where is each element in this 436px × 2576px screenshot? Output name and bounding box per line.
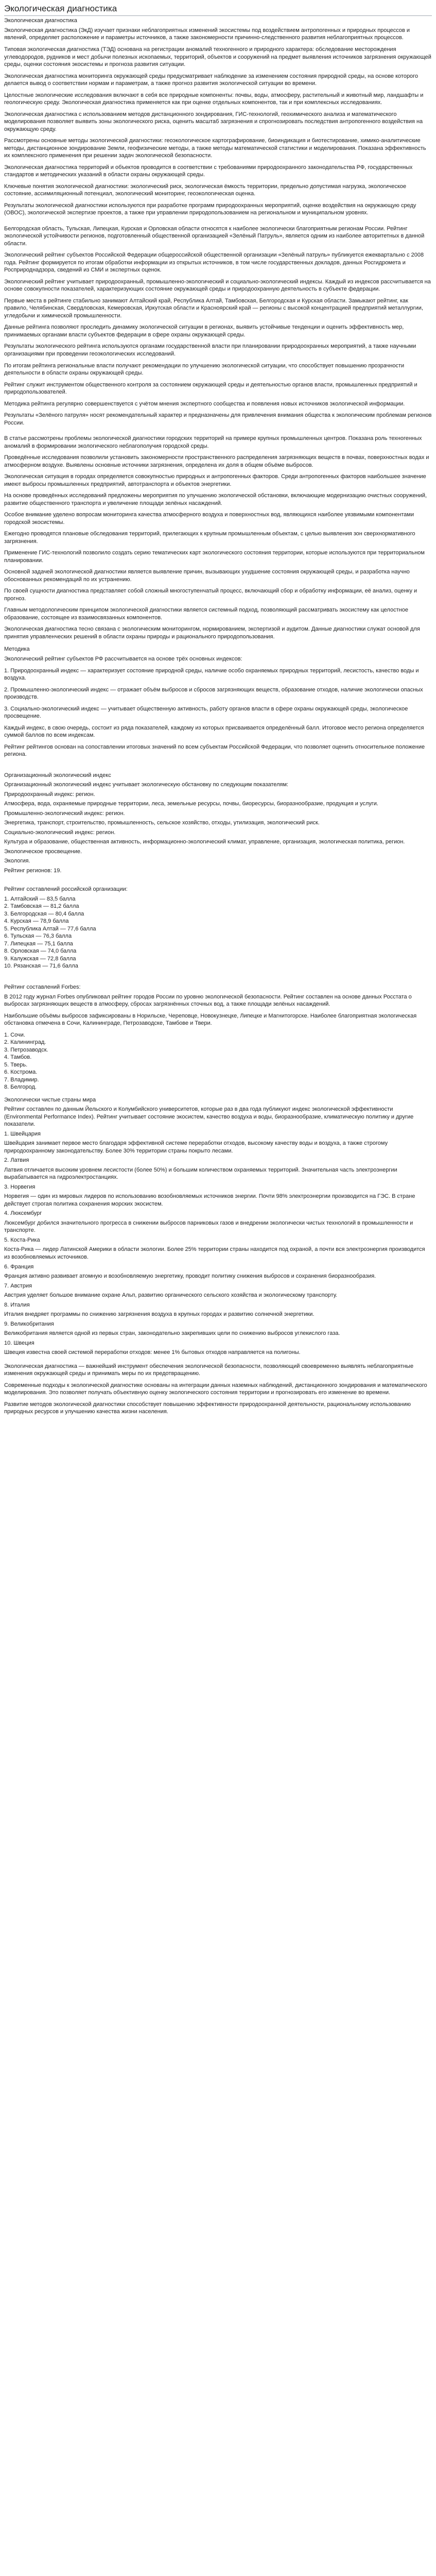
paragraph: Рейтинг составлен по данным Йельского и Колумбийского университетов, которые раз в два года публикуют индекс экологической эффективности (Environmental Performance Index). Рейтинг учитывает состояние экосистем, качество воздуха и воды, биоразнообразие, климатическую политику и другие показатели. bbox=[4, 1106, 414, 1128]
list-item: 2. Калининград. bbox=[4, 1039, 46, 1046]
list-item: 10. Рязанская — 71,6 балла bbox=[4, 963, 78, 970]
countries-section bbox=[4, 1106, 432, 1356]
indicators-section bbox=[4, 781, 432, 874]
paragraph: Социально-экологический индекс: регион. bbox=[4, 829, 116, 836]
paragraph: Результаты экологического рейтинга используются органами государственной власти при планировании природоохранных мероприятий, а также научными организациями при проведении геоэкологических исследований. bbox=[4, 343, 416, 357]
list-item: 9. Калужская — 72,8 балла bbox=[4, 955, 76, 962]
ratings-section bbox=[4, 225, 432, 427]
paragraph: Типовая экологическая диагностика (ТЭД) основана на регистрации аномалий техногенного и природного характера: обследование месторождения углеводородов, рудников и мест добычи полезных ископаемых, территорий, объектов и сооружений на предмет выявления источников загрязнения окружающей среды, оценки состояния экосистемы и прогноза развития ситуации. bbox=[4, 46, 431, 68]
list-item: 6. Тульская — 76,3 балла bbox=[4, 933, 72, 940]
forbes-section bbox=[4, 993, 432, 1027]
paragraph: Экологическая диагностика мониторинга окружающей среды предусматривает наблюдение за изменением состояния природной среды, на основе которого делается вывод о соответствии нормам и параметрам, а также прогноз развития экологической ситуации во времени. bbox=[4, 73, 418, 87]
list-item: 1. Сочи. bbox=[4, 1031, 25, 1038]
paragraph: Методика рейтинга регулярно совершенствуется с учётом мнения экспертного сообщества и появления новых источников экологической информации. bbox=[4, 400, 405, 407]
paragraph: Норвегия — один из мировых лидеров по использованию возобновляемых источников энергии. Почти 98% электроэнергии производится на ГЭС. В стране действует строгая политика сохранения морских экосистем. bbox=[4, 1193, 415, 1207]
paragraph: Экологическая ситуация в городах определяется совокупностью природных и антропогенных факторов. Среди антропогенных факторов наибольшее значение имеют выбросы промышленных предприятий, автотранспорта и объектов энергетики. bbox=[4, 473, 426, 487]
conclusion-section bbox=[4, 1363, 432, 1416]
paragraph: Главным методологическим принципом экологической диагностики является системный подход, позволяющий рассматривать экосистему как целостное образование, состоящее из взаимосвязанных компонентов. bbox=[4, 607, 408, 621]
paragraph: Экологический рейтинг учитывает природоохранный, промышленно-экологический и социально-экологический индексы. Каждый из индексов рассчитывается на основе совокупности показателей, характеризующих состояние окружающей среды и природоохранную деятельность в субъекте федерации. bbox=[4, 278, 431, 293]
paragraph: Применение ГИС-технологий позволило создать серию тематических карт экологического состояния территории, которые используются при территориальном планировании. bbox=[4, 550, 425, 564]
paragraph: Швейцария занимает первое место благодаря эффективной системе переработки отходов, высокому качеству воды и воздуха, а также строгому природоохранному законодательству. Более 30% территории страны покрыто лесами. bbox=[4, 1140, 388, 1154]
list-item: 8. Белгород. bbox=[4, 1084, 37, 1091]
list-item: 4. Курская — 78,9 балла bbox=[4, 918, 69, 925]
theory-section bbox=[4, 568, 432, 640]
paragraph: Особое внимание уделено вопросам мониторинга качества атмосферного воздуха и поверхностных вод, являющихся наиболее уязвимыми компонентами городской экосистемы. bbox=[4, 512, 414, 526]
paragraph: Организационный экологический индекс учитывает экологическую обстановку по следующим показателям: bbox=[4, 782, 289, 788]
paragraph: 2. Промышленно-экологический индекс — отражает объём выбросов и сбросов загрязняющих веществ, образование отходов, наличие экологически опасных производств. bbox=[4, 686, 423, 701]
list-item: 4. Тамбов. bbox=[4, 1054, 32, 1061]
list-item: 8. Орловская — 74,0 балла bbox=[4, 948, 77, 955]
paragraph: Австрия уделяет большое внимание охране Альп, развитию органического сельского хозяйства и экологическому транспорту. bbox=[4, 1292, 338, 1299]
paragraph: Первые места в рейтинге стабильно занимают Алтайский край, Республика Алтай, Тамбовская, Белгородская и Курская области. Замыкают рейтинг, как правило, Челябинская, Свердловская, Кемеровская, Иркутская области и Красноярский край — регионы с высокой концентрацией предприятий металлургии, угледобычи и химической промышленности. bbox=[4, 297, 423, 319]
paragraph: Энергетика, транспорт, строительство, промышленность, сельское хозяйство, отходы, утилизация, экологический риск. bbox=[4, 820, 320, 826]
list-item: 5. Республика Алтай — 77,6 балла bbox=[4, 925, 96, 932]
section-heading-ranking: Рейтинг составлений российской организации: bbox=[4, 886, 128, 893]
page-title: Экологическая диагностика bbox=[4, 3, 432, 16]
country-heading: 10. Швеция bbox=[4, 1340, 34, 1346]
country-heading: 5. Коста-Рика bbox=[4, 1236, 40, 1243]
paragraph: По итогам рейтинга региональные власти получают рекомендации по улучшению экологической ситуации, что способствует повышению прозрачности деятельности в области охраны окружающей среды. bbox=[4, 362, 405, 377]
country-heading: 7. Австрия bbox=[4, 1282, 32, 1289]
country-heading: 6. Франция bbox=[4, 1263, 34, 1270]
paragraph: Развитие методов экологической диагностики способствует повышению эффективности природоохранной деятельности, рациональному использованию природных ресурсов и улучшению качества жизни населения. bbox=[4, 1401, 411, 1415]
paragraph: Каждый индекс, в свою очередь, состоит из ряда показателей, каждому из которых присваивается определённый балл. Итоговое место региона определяется суммой баллов по всем индексам. bbox=[4, 724, 424, 739]
list-item: 7. Владимир. bbox=[4, 1076, 39, 1083]
paragraph: В 2012 году журнал Forbes опубликовал рейтинг городов России по уровню экологической безопасности. Рейтинг составлен на основе данных Росстата о выбросах загрязняющих веществ в атмосферу, сбросах загрязнённых сточных вод, а также площади зелёных насаждений. bbox=[4, 993, 412, 1008]
list-item: 1. Алтайский — 83,5 балла bbox=[4, 895, 76, 902]
paragraph: Великобритания является одной из первых стран, законодательно закрепивших цели по снижению выбросов углекислого газа. bbox=[4, 1330, 340, 1337]
list-item: 2. Тамбовская — 81,2 балла bbox=[4, 903, 79, 910]
paragraph: Основной задачей экологической диагностики является выявление причин, вызывающих ухудшение состояния окружающей среды, и разработка научно обоснованных рекомендаций по их устранению. bbox=[4, 569, 410, 583]
paragraph: Коста-Рика — лидер Латинской Америки в области экологии. Более 25% территории страны находится под охраной, а почти вся электроэнергия производится из возобновляемых источников. bbox=[4, 1246, 425, 1260]
section-heading-indicators: Организационный экологический индекс bbox=[4, 772, 111, 778]
paragraph: Целостные экологические исследования включают в себя все природные компоненты: почвы, воды, атмосферу, растительный и животный мир, ландшафты и геологическую среду. Экологическая диагностика применяется как при оценке отдельных компонентов, так и при комплексных исследованиях. bbox=[4, 92, 424, 106]
intro-section bbox=[4, 27, 432, 217]
paragraph: Современные подходы к экологической диагностике основаны на интеграции данных наземных наблюдений, дистанционного зондирования и математического моделирования. Это позволяет получать объективную оценку экологического состояния территории и прогнозировать его изменение во времени. bbox=[4, 1382, 427, 1396]
paragraph: 3. Социально-экологический индекс — учитывает общественную активность, работу органов власти в сфере охраны окружающей среды, экологическое просвещение. bbox=[4, 705, 408, 720]
paragraph: Экологическая диагностика территорий и объектов проводится в соответствии с требованиями природоохранного законодательства РФ, государственных стандартов и методических указаний в области охраны окружающей среды. bbox=[4, 164, 413, 178]
paragraph: Рейтинг регионов: 19. bbox=[4, 867, 62, 874]
paragraph: Люксембург добился значительного прогресса в снижении выбросов парниковых газов и внедрении экологически чистых технологий в промышленности и транспорте. bbox=[4, 1219, 413, 1234]
paragraph: Экологическая диагностика — важнейший инструмент обеспечения экологической безопасности, позволяющий своевременно выявлять неблагоприятные изменения окружающей среды и принимать меры по их предотвращению. bbox=[4, 1363, 414, 1377]
country-heading: 4. Люксембург bbox=[4, 1210, 42, 1217]
ranking-list bbox=[4, 895, 432, 970]
section-heading-forbes: Рейтинг составлений Forbes: bbox=[4, 984, 81, 990]
page-subtitle: Экологическая диагностика bbox=[4, 18, 77, 24]
list-item: 3. Петрозаводск. bbox=[4, 1046, 48, 1053]
list-item: 3. Белгородская — 80,4 балла bbox=[4, 910, 84, 917]
paragraph: Проведённые исследования позволили установить закономерности пространственного распределения загрязняющих веществ в почвах, поверхностных водах и атмосферном воздухе. Выявлены основные источники загрязнения, определена их доля в общем объёме выбросов. bbox=[4, 454, 429, 468]
paragraph: В статье рассмотрены проблемы экологической диагностики городских территорий на примере крупных промышленных центров. Показана роль техногенных аномалий в формировании экологического неблагополучия городской среды. bbox=[4, 435, 422, 449]
paragraph: Швеция известна своей системой переработки отходов: менее 1% бытовых отходов направляется на полигоны. bbox=[4, 1349, 301, 1356]
paragraph: Промышленно-экологический индекс: регион. bbox=[4, 810, 125, 817]
section-heading-methods: Методика bbox=[4, 646, 30, 653]
country-heading: 3. Норвегия bbox=[4, 1183, 36, 1190]
paragraph: Латвия отличается высоким уровнем лесистости (более 50%) и большим количеством охраняемых территорий. Значительная часть электроэнергии вырабатывается на гидроэлектростанциях. bbox=[4, 1166, 397, 1181]
methods-section bbox=[4, 655, 432, 758]
paragraph: Белгородская область, Тульская, Липецкая, Курская и Орловская области относятся к наиболее экологически благоприятным регионам России. Рейтинг экологической устойчивости регионов, подготовленный общественной организацией «Зелёный Патруль», является одним из наиболее авторитетных в данной области. bbox=[4, 225, 425, 247]
paragraph: Экология. bbox=[4, 858, 30, 865]
paragraph: Экологическое просвещение. bbox=[4, 848, 82, 855]
paragraph: Результаты «Зелёного патруля» носят рекомендательный характер и предназначены для привлечения внимания общества к экологическим проблемам регионов России. bbox=[4, 412, 432, 426]
list-item: 7. Липецкая — 75,1 балла bbox=[4, 940, 73, 947]
country-heading: 2. Латвия bbox=[4, 1157, 29, 1164]
country-heading: 9. Великобритания bbox=[4, 1320, 54, 1327]
paragraph: Атмосфера, вода, охраняемые природные территории, леса, земельные ресурсы, почвы, биоресурсы, биоразнообразие, продукция и услуги. bbox=[4, 801, 378, 807]
paragraph: Природоохранный индекс: регион. bbox=[4, 791, 95, 798]
urban-section bbox=[4, 435, 432, 564]
paragraph: Экологическая диагностика с использованием методов дистанционного зондирования, ГИС-технологий, геохимического анализа и математического моделирования позволяет выявить зоны экологического риска, оценить масштаб загрязнения и спрогнозировать последствия антропогенного воздействия на окружающую среду. bbox=[4, 111, 423, 132]
paragraph: Франция активно развивает атомную и возобновляемую энергетику, проводит политику снижения выбросов и сохранения биоразнообразия. bbox=[4, 1273, 376, 1280]
paragraph: 1. Природоохранный индекс — характеризует состояние природной среды, наличие особо охраняемых природных территорий, лесистость, качество воды и воздуха. bbox=[4, 667, 419, 682]
paragraph: Ключевые понятия экологической диагностики: экологический риск, экологическая ёмкость территории, предельно допустимая нагрузка, экологическое состояние, ассимиляционный потенциал, экологический мониторинг, геоэкологическая оценка. bbox=[4, 183, 407, 197]
paragraph: Рейтинг служит инструментом общественного контроля за состоянием окружающей среды и деятельностью органов власти, промышленных предприятий и природопользователей. bbox=[4, 381, 417, 396]
paragraph: Данные рейтинга позволяют проследить динамику экологической ситуации в регионах, выявить устойчивые тенденции и оценить эффективность мер, принимаемых органами власти субъектов федерации в сфере охраны окружающей среды. bbox=[4, 324, 404, 338]
paragraph: Экологический рейтинг субъектов Российской Федерации общероссийской общественной организации «Зелёный патруль» публикуется ежеквартально с 2008 года. Рейтинг формируется по итогам обработки информации из открытых источников, в том числе государственных докладов, данных Росгидромета и Росприроднадзора, сведений из СМИ и экспертных оценок. bbox=[4, 252, 424, 274]
paragraph: Наибольшие объёмы выбросов зафиксированы в Норильске, Череповце, Новокузнецке, Липецке и Магнитогорске. Наиболее благоприятная экологическая обстановка отмечена в Сочи, Калининграде, Петрозаводске, Тамбове и Твери. bbox=[4, 1012, 417, 1027]
paragraph: По своей сущности диагностика представляет собой сложный многоступенчатый процесс, включающий сбор и обработку информации, её анализ, оценку и прогноз. bbox=[4, 588, 417, 602]
paragraph: Ежегодно проводятся плановые обследования территорий, прилегающих к крупным промышленным объектам, с целью выявления зон сверхнормативного загрязнения. bbox=[4, 531, 415, 545]
list-item: 6. Кострома. bbox=[4, 1069, 38, 1076]
paragraph: Экологический рейтинг субъектов РФ рассчитывается на основе трёх основных индексов: bbox=[4, 655, 242, 662]
country-heading: 8. Италия bbox=[4, 1301, 30, 1308]
paragraph: Экологическая диагностика тесно связана с экологическим мониторингом, нормированием, экспертизой и аудитом. Данные диагностики служат основой для принятия управленческих решений в области охраны природы и рационального природопользования. bbox=[4, 626, 420, 640]
paragraph: Результаты экологической диагностики используются при разработке программ природоохранных мероприятий, оценке воздействия на окружающую среду (ОВОС), экологической экспертизе проектов, а также при управлении природопользованием на региональном и муниципальном уровнях. bbox=[4, 202, 416, 216]
paragraph: На основе проведённых исследований предложены мероприятия по улучшению экологической обстановки, включающие модернизацию очистных сооружений, развитие общественного транспорта и увеличение площади зелёных насаждений. bbox=[4, 493, 427, 506]
paragraph: Италия внедряет программы по снижению загрязнения воздуха в крупных городах и развитию солнечной энергетики. bbox=[4, 1311, 315, 1318]
list-item: 5. Тверь. bbox=[4, 1061, 28, 1068]
forbes-list bbox=[4, 1031, 432, 1091]
paragraph: Рассмотрены основные методы экологической диагностики: геоэкологическое картографирование, биоиндикация и биотестирование, химико-аналитические методы, дистанционное зондирование Земли, геофизические методы, а также методы математической статистики и моделирования. Показана эффективность их комплексного применения при решении задач экологической безопасности. bbox=[4, 138, 426, 159]
paragraph: Экологическая диагностика (ЭкД) изучает признаки неблагоприятных изменений экосистемы под воздействием антропогенных и природных процессов и явлений, определяет расположение и параметры источников, а также закономерности причинно-следственного развития неблагоприятных процессов. bbox=[4, 27, 410, 41]
section-heading-countries: Экологически чистые страны мира bbox=[4, 1096, 96, 1103]
country-heading: 1. Швейцария bbox=[4, 1130, 41, 1137]
paragraph: Рейтинг рейтингов основан на сопоставлении итоговых значений по всем субъектам Российской Федерации, что позволяет оценить относительное положение региона. bbox=[4, 743, 425, 758]
paragraph: Культура и образование, общественная активность, информационно-экологический климат, управление, организация, экологическая политика, регион. bbox=[4, 839, 405, 845]
